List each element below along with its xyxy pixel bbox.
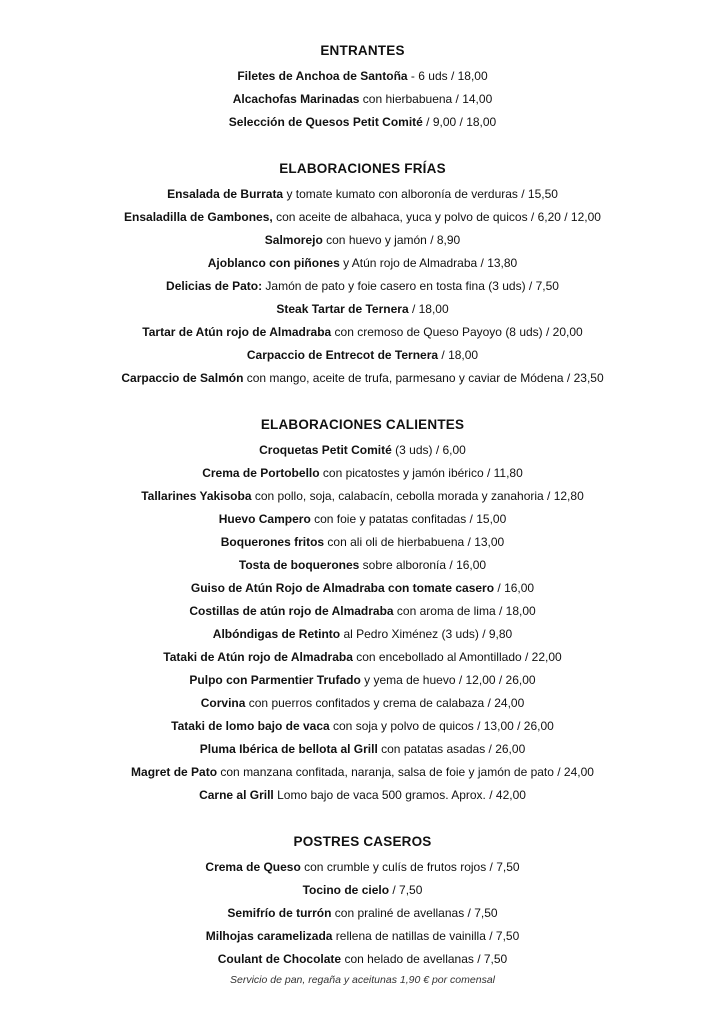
menu-section (0, 42, 725, 134)
dish-description-price: con cremoso de Queso Payoyo (8 uds) / 20,00 (331, 325, 583, 339)
dish-name: Carne al Grill (199, 788, 274, 802)
dish-description-price: con aroma de lima / 18,00 (393, 604, 536, 618)
dish-name: Carpaccio de Entrecot de Ternera (246, 348, 439, 362)
dish-description-price: con manzana confitada, naranja, salsa de foie y jamón de pato / 24,00 (217, 765, 594, 779)
dish-description-price: / 7,50 (389, 883, 423, 897)
service-note: Servicio de pan, regaña y aceitunas 1,90 € por comensal (230, 974, 495, 986)
dish-name: Ajoblanco con piñones (207, 256, 340, 270)
menu-item (0, 321, 725, 344)
dish-description-price: sobre alboronía / 16,00 (359, 558, 487, 572)
dish-description-price: (3 uds) / 6,00 (391, 443, 466, 457)
menu-item (0, 761, 725, 784)
menu-item (0, 508, 725, 531)
dish-name: Salmorejo (264, 233, 323, 247)
menu-section (0, 833, 725, 971)
menu-item (0, 948, 725, 971)
menu-item (0, 367, 725, 390)
dish-description-price: con mango, aceite de trufa, parmesano y caviar de Módena / 23,50 (243, 371, 604, 385)
section-title: ENTRANTES (320, 43, 405, 58)
menu-item (0, 88, 725, 111)
dish-description-price: con ali oli de hierbabuena / 13,00 (324, 535, 505, 549)
dish-name: Tosta de boquerones (238, 558, 360, 572)
dish-description-price: con crumble y culís de frutos rojos / 7,50 (300, 860, 520, 874)
dish-description-price: con huevo y jamón / 8,90 (322, 233, 461, 247)
dish-name: Tartar de Atún rojo de Almadraba (142, 325, 332, 339)
dish-description-price: con helado de avellanas / 7,50 (341, 952, 508, 966)
dish-name: Magret de Pato (131, 765, 218, 779)
dish-name: Filetes de Anchoa de Santoña (237, 69, 408, 83)
dish-description-price: con patatas asadas / 26,00 (377, 742, 526, 756)
menu-item (0, 252, 725, 275)
menu-item (0, 531, 725, 554)
dish-name: Semifrío de turrón (227, 906, 332, 920)
menu-item (0, 646, 725, 669)
dish-description-price: y Atún rojo de Almadraba / 13,80 (339, 256, 518, 270)
dish-description-price: rellena de natillas de vainilla / 7,50 (332, 929, 520, 943)
dish-description-price: con encebollado al Amontillado / 22,00 (352, 650, 562, 664)
dish-description-price: Jamón de pato y foie casero en tosta fina (3 uds) / 7,50 (262, 279, 559, 293)
dish-description-price: con aceite de albahaca, yuca y polvo de quicos / 6,20 / 12,00 (272, 210, 601, 224)
menu-item (0, 298, 725, 321)
menu-item (0, 856, 725, 879)
dish-description-price: / 18,00 (438, 348, 479, 362)
dish-description-price: con picatostes y jamón ibérico / 11,80 (319, 466, 523, 480)
menu-item (0, 485, 725, 508)
dish-description-price: con soja y polvo de quicos / 13,00 / 26,00 (329, 719, 554, 733)
dish-name: Boquerones fritos (220, 535, 325, 549)
dish-name: Selección de Quesos Petit Comité (228, 115, 423, 129)
dish-name: Corvina (200, 696, 246, 710)
menu-item (0, 111, 725, 134)
menu-item (0, 669, 725, 692)
menu-section (0, 160, 725, 390)
menu-item (0, 738, 725, 761)
dish-name: Tocino de cielo (302, 883, 390, 897)
dish-description-price: con hierbabuena / 14,00 (359, 92, 493, 106)
menu-item (0, 65, 725, 88)
dish-description-price: / 9,00 / 18,00 (422, 115, 497, 129)
dish-description-price: / 18,00 (408, 302, 449, 316)
dish-description-price: con foie y patatas confitadas / 15,00 (310, 512, 507, 526)
dish-name: Pulpo con Parmentier Trufado (189, 673, 361, 687)
menu-item (0, 206, 725, 229)
dish-description-price: / 16,00 (494, 581, 535, 595)
menu-item (0, 715, 725, 738)
dish-name: Huevo Campero (218, 512, 311, 526)
menu-item (0, 183, 725, 206)
menu-item (0, 229, 725, 252)
dish-description-price: al Pedro Ximénez (3 uds) / 9,80 (340, 627, 513, 641)
dish-description-price: y tomate kumato con alboronía de verduras / 15,50 (283, 187, 558, 201)
dish-name: Steak Tartar de Ternera (276, 302, 409, 316)
dish-name: Coulant de Chocolate (217, 952, 342, 966)
dish-name: Carpaccio de Salmón (121, 371, 244, 385)
dish-name: Ensalada de Burrata (167, 187, 284, 201)
section-title: POSTRES CASEROS (293, 834, 432, 849)
menu-item (0, 577, 725, 600)
dish-name: Guiso de Atún Rojo de Almadraba con tomate casero (190, 581, 495, 595)
menu-item (0, 275, 725, 298)
dish-name: Crema de Queso (205, 860, 301, 874)
dish-description-price: con puerros confitados y crema de calabaza / 24,00 (245, 696, 525, 710)
dish-description-price: - 6 uds / 18,00 (407, 69, 488, 83)
menu-item (0, 344, 725, 367)
dish-name: Pluma Ibérica de bellota al Grill (199, 742, 378, 756)
dish-name: Croquetas Petit Comité (259, 443, 392, 457)
dish-name: Delicias de Pato: (166, 279, 263, 293)
dish-description-price: con praliné de avellanas / 7,50 (331, 906, 498, 920)
menu-item (0, 623, 725, 646)
dish-name: Tataki de Atún rojo de Almadraba (163, 650, 353, 664)
menu-item (0, 554, 725, 577)
menu-item (0, 439, 725, 462)
section-title: ELABORACIONES FRÍAS (279, 161, 446, 176)
menu-section (0, 416, 725, 807)
menu-item (0, 925, 725, 948)
menu-item (0, 784, 725, 807)
dish-name: Crema de Portobello (202, 466, 320, 480)
menu-item (0, 600, 725, 623)
dish-name: Tallarines Yakisoba (141, 489, 252, 503)
dish-description-price: Lomo bajo de vaca 500 gramos. Aprox. / 42,00 (273, 788, 526, 802)
dish-name: Alcachofas Marinadas (232, 92, 360, 106)
menu-sections (0, 42, 725, 971)
section-title: ELABORACIONES CALIENTES (260, 417, 465, 432)
dish-description-price: con pollo, soja, calabacín, cebolla morada y zanahoria / 12,80 (251, 489, 584, 503)
dish-name: Milhojas caramelizada (205, 929, 333, 943)
dish-name: Costillas de atún rojo de Almadraba (189, 604, 394, 618)
menu-item (0, 902, 725, 925)
menu-item (0, 462, 725, 485)
dish-description-price: y yema de huevo / 12,00 / 26,00 (360, 673, 536, 687)
menu-item (0, 692, 725, 715)
dish-name: Albóndigas de Retinto (212, 627, 341, 641)
dish-name: Ensaladilla de Gambones, (124, 210, 273, 224)
menu-item (0, 879, 725, 902)
dish-name: Tataki de lomo bajo de vaca (171, 719, 330, 733)
